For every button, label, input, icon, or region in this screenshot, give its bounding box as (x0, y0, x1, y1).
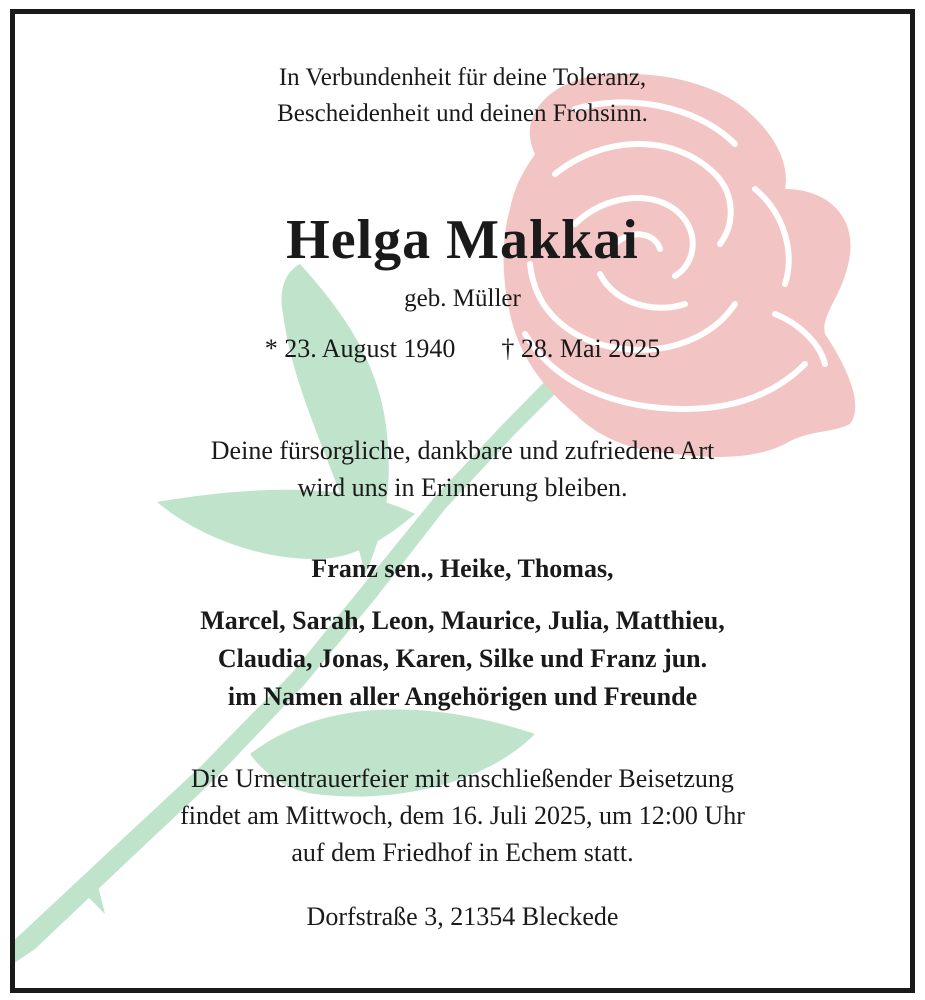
ceremony-line-1: Die Urnentrauerfeier mit anschließender Beisetzung (191, 764, 734, 793)
mourners-line-3: im Namen aller Angehörigen und Freunde (227, 682, 698, 711)
address: Dorfstraße 3, 21354 Bleckede (306, 902, 619, 931)
intro-line-1: In Verbundenheit für deine Toleranz, (278, 64, 647, 91)
birth-name: geb. Müller (404, 285, 521, 312)
life-dates (15, 334, 910, 364)
mourners-line-2: Claudia, Jonas, Karen, Silke und Franz jun. (217, 644, 708, 673)
intro-line-2: Bescheidenheit und deinen Frohsinn. (277, 100, 648, 127)
mourners-line-1: Marcel, Sarah, Leon, Maurice, Julia, Matthieu, (200, 606, 725, 635)
mourners-first-line: Franz sen., Heike, Thomas, (311, 554, 614, 583)
deceased-name: Helga Makkai (286, 209, 639, 271)
ceremony-line-2: findet am Mittwoch, dem 16. Juli 2025, um 12:00 Uhr (180, 801, 745, 830)
tribute-line-2: wird uns in Erinnerung bleiben. (297, 473, 628, 502)
ceremony-line-3: auf dem Friedhof in Echem statt. (291, 838, 634, 867)
birth-date: * 23. August 1940 (264, 334, 456, 363)
death-date: † 28. Mai 2025 (501, 334, 661, 363)
obituary-frame (10, 9, 915, 993)
tribute-line-1: Deine fürsorgliche, dankbare und zufriedene Art (210, 436, 715, 465)
